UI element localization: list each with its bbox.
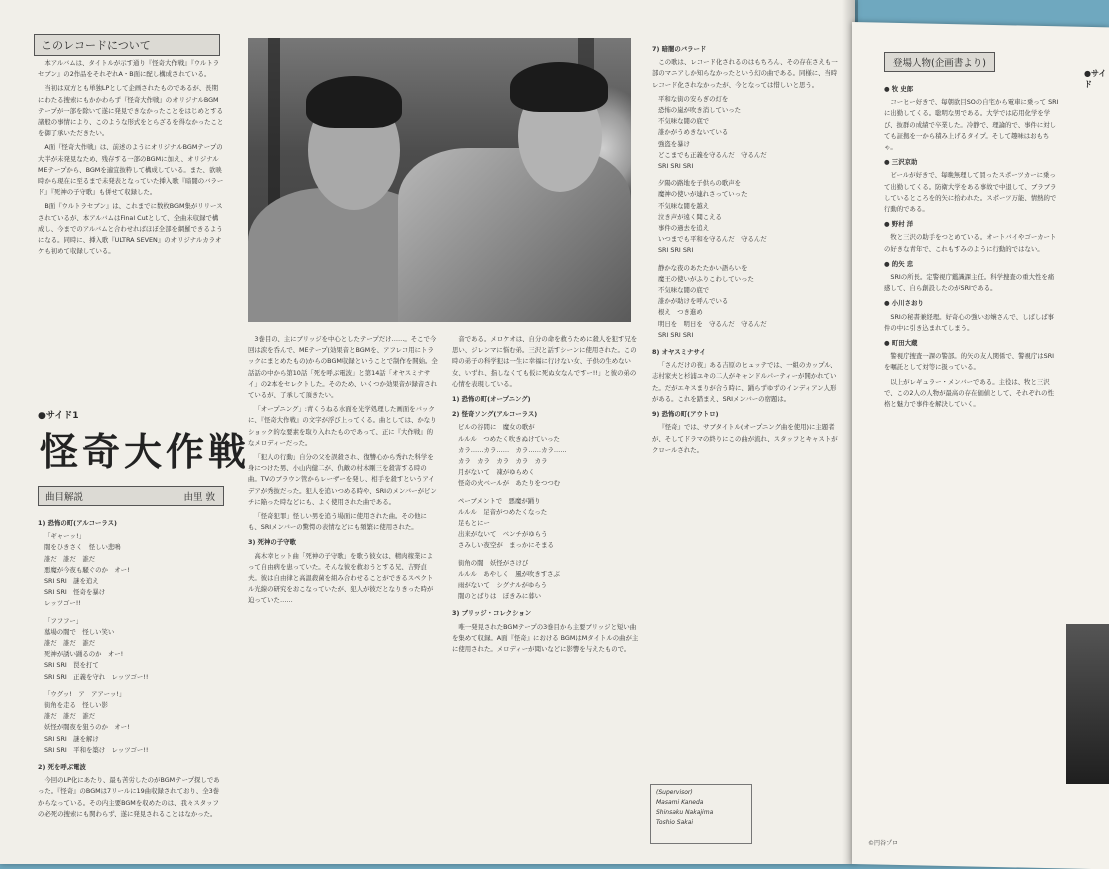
lyric-line: ビルの谷間に 魔女の歌が (458, 423, 535, 432)
lyric-line: レッツゴー!! (44, 599, 81, 608)
character-maki-text: コーヒー好きで、毎朝欲目SOの自宅から電車に乗って SRIに出勤してくる。聡明な男である。大学では応用化学を学び、抜群の成績で卒業した。冷静で、理論的で、事件に対しても証拠を一から積み上げるタイプ。そして趣味はおもちゃ。 (884, 98, 1059, 152)
tracklist-author: 由里 敦 (183, 492, 215, 503)
character-nomura: ● 野村 洋 (884, 220, 914, 229)
supervisor-name: Shinsaku Nakajima (656, 809, 714, 816)
lyric-line: SRI SRI 罠を打て (44, 661, 99, 670)
lyric-line: 街角の闇 妖怪がさけび (458, 558, 529, 567)
lyric-line: ルルル 足音がつめたくなった (458, 507, 548, 516)
lyric-line: 闇をひきさく 怪しい悲鳴 (44, 543, 121, 552)
right-page-photo-partial (1066, 624, 1109, 784)
kaiki-song-verse-1 (452, 422, 642, 489)
lyric-line: 不気味な闇の底で (658, 286, 710, 295)
track-1-title: 1) 恐怖の町(アルコーラス) (38, 519, 117, 527)
col3-track-3-text: 唯一発見されたBGMテープの3巻目から主要ブリッジと短い曲を集めて収録。A面『怪奇』における BGMはMタイトルの曲が主に使用された。メロディーが聞いなどに影響を与えたもので。 (452, 622, 639, 654)
track-1-lyrics-verse-3 (38, 689, 224, 756)
right-partial-column (1072, 80, 1109, 600)
character-misawa: ● 三沢京助 (884, 158, 918, 167)
intro-paragraph-2: 当初は双方とも単独LPとして企画されたものであるが、長期にわたる捜索にもかかわらず『怪奇大作戦』のオリジナルBGMテープが一部を除いて遂に発見できなかったことをはじめとする諸般の事情により、このような形式をとらざるを得なかったことを御了承いただきたい。 (38, 84, 224, 138)
intro-paragraph-1: 本アルバムは、タイトルが示す通り『怪奇大作戦』『ウルトラセブン』の2作品をそれぞれA・B面に配し構成されている。 (38, 59, 220, 79)
col3-track-2-title: 2) 怪奇ソング(アルコーラス) (452, 410, 538, 419)
lyric-line: 泣き声が遠く聞こえる (658, 212, 722, 221)
track-1-lyrics-verse-2 (38, 616, 224, 683)
copyright-credit: ©円谷プロ (868, 840, 899, 847)
character-misawa-text: ビールが好きで、毎晩無理して買ったスポーツカーに乗って出勤してくる。防衛大学をある事故で中退して、ブラブラしているところを的矢に拾われた。スポーツ万能、情熱的で行動的である。 (884, 171, 1057, 214)
character-machida: ● 町田大蔵 (884, 339, 918, 348)
lyric-line: 不気味な闇の底で (658, 117, 710, 126)
lyric-line: 恐怖の嵐が吹き消していった (658, 106, 742, 115)
character-ogawa: ● 小川さおり (884, 299, 924, 308)
track-3-text: 高木幸ヒット曲「死神の子守歌」を歌う彼女は、精肉稼業によって自由病を患っていた。そんな彼を救おうとする兄、吉野貞夫。彼は自由律と高温殺菌を組み合わせることができるスペクトル光線の研究をおこなっていたが、犯人が彼だとなりきった時が迫っていた…… (248, 551, 434, 605)
lyric-line: 闇のとばりは ぼきみに暮い (458, 592, 542, 601)
intro-column (38, 58, 224, 398)
lyric-line: どこまでも正義を守るんだ 守るんだ (658, 150, 767, 159)
lyric-line: ルルル あやしく 風が吹きすさぶ (458, 569, 560, 578)
kaiki-song-verse-2 (452, 496, 642, 552)
track-8-title: 8) オヤスミナサイ (652, 348, 706, 357)
lyric-line: 死神が誘い踊るのか オー! (44, 650, 124, 659)
middle-paragraph-3: 「犯人の行動」自分の父を誤殺され、復讐心から秀れた科学を身につけた男、小山内健二が、仇敵の村木剛三を殺害する時の曲。TVのブラウン管からレーザーを発し、相手を殺すというアイデアが秀抜だった。犯人を追いつめる時や、SRIのメンバーがピンチに陥った時などにも、よく使用された曲である。 (248, 453, 437, 506)
side-label-partial: ●サイド (1084, 69, 1107, 89)
intro-paragraph-4: B面『ウルトラセブン』は、これまでに数枚BGM集がリリースされているが、本アルバムはFinal Cutとして、全曲未収録で構成し、今までのアルバムと合わせればほぼ全部を網羅できるようになる。同時に、挿入歌『ULTRA SEVEN』のオリジナルカラオケも初めて収録している。 (38, 202, 223, 256)
lyric-line: 事件の過去を追え (658, 224, 710, 233)
col3-track-3-title: 3) ブリッジ・コレクション (452, 609, 532, 618)
lyric-line: 「ウグッ! ア アアーッ!」 (44, 689, 126, 698)
lyric-line: 誰かが助けを呼んでいる (658, 297, 729, 306)
album-side-title: 怪奇大作戦 (40, 429, 251, 474)
lyric-line: 明日を 明日を 守るんだ 守るんだ (658, 319, 767, 328)
lyric-line: 夕陽の路地を子供らの歌声を (658, 179, 742, 188)
lyric-line: 強盗を暴け (658, 139, 690, 148)
middle-paragraph-4: 「怪奇犯罪」怪しい男を追う場面に使用された曲。その他にも、SRIメンバーの驚愕の表情などにも頻繁に使用された。 (248, 512, 427, 532)
tracklist-header-label: 曲目解説 (45, 492, 84, 503)
supervisor-credit-box (650, 784, 752, 844)
character-nomura-text: 牧と三沢の助手をつとめている。オートバイやゴーカートの好きな青年で、これもすみのように行動的ではない。 (884, 233, 1057, 253)
middle-paragraph-2: 「オープニング」:青くうねる水面を光学処理した画面をバックに、『怪奇大作戦』の文字が浮び上ってくる。曲としては、かなりショック的な要素を取り入れたものであって、正に『大作戦』的なメロディーだった。 (248, 405, 437, 447)
lyric-line: SRI SRI 平和を築け レッツゴー!! (44, 745, 149, 754)
lyric-line: ルルル つめたく吹きぬけていった (458, 434, 560, 443)
character-machida-text: 警視庁捜査一課の警部。的矢の友人関係で、警視庁はSRIを嘱託として対等に扱っている。 (884, 352, 1055, 372)
lyric-line: SRI SRI 正義を守れ レッツゴー!! (44, 672, 149, 681)
lyric-line: いつまでも平和を守るんだ 守るんだ (658, 235, 767, 244)
character-ogawa-text: SRIの秘書兼経理。好奇心の強いお嬢さんで、しばしば事件の中に引き込まれてしまう。 (884, 312, 1055, 332)
track-9-text: 『怪奇』では、サブタイトル(オープニング曲を使用)に主題者が、そしてドラマの終りにこの曲が流れ、スタッフとキャストがクロールされた。 (652, 423, 838, 454)
lyric-line: 妖怪が闇夜を狙うのか オー! (44, 723, 130, 732)
lyric-line: 平和な街の安らぎの灯を (658, 94, 729, 103)
ballad-verse-2 (652, 178, 838, 256)
cast-photo (248, 38, 631, 322)
lyric-line: 魔神の使いが連れさっていった (658, 190, 748, 199)
track-8-text: 「さんだけの夜」ある吉原のヒュッテでは、一組のカップル、志村家夫と杉浦ユキの二人がキャンドルパーティーが開かれていた。だがエキスまりが合う時に、踊らずゆずのインディアン人形がある。これを踏まえ、SRIメンバーの宿題は。 (652, 361, 837, 403)
lyric-line: SRI SRI 怪奇を暴け (44, 588, 106, 597)
lyric-line: SRI SRI 謎を追え (44, 577, 99, 586)
section-header-tracklist (38, 486, 224, 506)
middle-paragraph-1: 3巻目の、主にブリッジを中心としたテープだけ……。そこで今回は涙を呑んで、MEテープ(効果音とBGMを、アフレコ用にトラックにまとめたもの)からのBGM収録ということで制作を開始。全話話の中から第10話「死を呼ぶ電波」と第14話「オヤスミナサイ」の2本をセレクトした。そのため、いくつか効果音が録音されているが、了承して頂きたい。 (248, 335, 438, 400)
track-7-title: 7) 暗闇のバラード (652, 45, 707, 53)
photo-figure-right-hair (510, 62, 608, 112)
photo-figure-left-hair (306, 76, 402, 128)
middle-column (248, 334, 438, 854)
lyric-line: 「ギャーッ!」 (44, 532, 85, 541)
ballad-verse-3 (652, 263, 838, 341)
fourth-column (652, 40, 838, 780)
supervisor-name: Toshio Sakai (656, 819, 694, 826)
characters-footer-text: 以上がレギュラー・メンバーである。主役は、牧と三沢で、この2人の人物が最高の存在価値として、それぞれの性格と魅力で事件を解決していく。 (884, 377, 1054, 409)
track-2-title: 2) 死を呼ぶ電波 (38, 763, 86, 772)
track-1-lyrics-verse-1 (38, 531, 224, 609)
lyric-line: SRI SRI SRI (658, 246, 694, 255)
track-2-text: 今回のLP化にあたり、最も苦労したのがBGMテープ探しであった。『怪奇』のBGMは7リールに19曲収録されており、全3巻からなっている。その内主要BGMを収めたのは、我々スタッフの必死の捜索にも関わらず、遂に発見されることはなかった。 (38, 776, 220, 818)
intro-paragraph-3: A面『怪奇大作戦』は、前述のようにオリジナルBGMテープの大半が未発見なため、残存する一部のBGMに加え、オリジナルMEテープから、BGMを適宜抜粋して構成している。また、欲映時から現在に至るまで未発表となっていた挿入歌『暗闇のバラード』『死神の子守歌』も併せて収録した。 (38, 143, 224, 197)
track-3-title: 3) 死神の子守歌 (248, 538, 296, 547)
lyric-line: 誰だ 誰だ 誰だ (44, 639, 96, 648)
lyric-line: 静かな夜のあたたかい語らいを (658, 263, 748, 272)
lyric-line: ペーブメントで 悪魔が踊り (458, 496, 541, 505)
lyric-line: 誰かがうめきないている (658, 128, 729, 137)
lyric-line: 街角を走る 怪しい影 (44, 701, 108, 710)
photo-figure-right-coat (398, 148, 631, 322)
characters-column (884, 80, 1060, 840)
supervisor-name: Masami Kaneda (656, 799, 704, 806)
lyric-line: さみしい夜空が まっかにそまる (458, 541, 554, 550)
lyric-line: 墓場の闇で 怪しい笑い (44, 627, 115, 636)
lyric-line: カラ カラ カラ カラ カラ (458, 457, 548, 466)
kaiki-song-verse-3 (452, 558, 642, 603)
character-maki: ● 牧 史郎 (884, 85, 914, 93)
lyric-line: 出来がないて ベンチがゆらう (458, 530, 548, 539)
third-column (452, 334, 642, 854)
lyric-line: SRI SRI 謎を解け (44, 734, 99, 743)
lyric-line: カラ……カラ…… カラ……カラ…… (458, 445, 567, 454)
lyric-line: 悪魔が今夜も騒ぐのか オー! (44, 565, 130, 574)
ballad-verse-1 (652, 94, 838, 172)
tracklist-column (38, 514, 224, 854)
lyric-line: 雨がないて シグナルがゆらう (458, 581, 548, 590)
lyric-line: 誰だ 誰だ 誰だ (44, 712, 96, 721)
section-header-characters: 登場人物(企画書より) (884, 52, 995, 72)
col3-track-1-title: 1) 恐怖の町(オープニング) (452, 395, 531, 404)
character-matoya: ● 的矢 忠 (884, 259, 914, 268)
lyric-line: SRI SRI SRI (658, 330, 694, 339)
lyric-line: 誰だ 誰だ 誰だ (44, 554, 96, 563)
third-paragraph-1: 音である。メロケオは、自分の命を救うために殺人を犯す兄を思い、ジレンマに悩む弟。三沢と話すシーンに使用された。この時の弟子の科学犯は一生に幸福に行けない女、子供の生めない女、いずれ、指しなくても仮に死ぬ女なんですー!!」と彼の弟の心情を表現している。 (452, 335, 638, 388)
lyric-line: 月がないて 凍がゆらめく (458, 468, 535, 477)
lyric-line: 根え つき進め (658, 308, 703, 317)
supervisor-label: (Supervisor) (656, 789, 693, 796)
track-7-text: この歌は、レコード化されるのはもちろん、その存在さえも一部のマニアしか知らなかったという幻の曲である。同様に、当時レコード化されなかったが、今となっては惜しいと思う。 (652, 58, 838, 89)
section-header-about: このレコードについて (34, 34, 220, 56)
lyric-line: 「フフフー」 (44, 616, 83, 625)
lyric-line: SRI SRI SRI (658, 162, 694, 171)
lyric-line: 不気味な闇を越え (658, 201, 710, 210)
lyric-line: 怪奇の火ベールが あたりをつつむ (458, 479, 561, 488)
lyric-line: 足もとにー (458, 519, 490, 528)
track-9-title: 9) 恐怖の町(アウトロ) (652, 410, 719, 419)
side-1-label: ●サイド1 (38, 411, 79, 421)
character-matoya-text: SRIの所長。定警視庁鑑識課主任。科学捜査の重大性を痛感して、自ら創設したのがSRIである。 (884, 273, 1055, 293)
lyric-line: 魔王の使いがふりこわしていった (658, 274, 754, 283)
